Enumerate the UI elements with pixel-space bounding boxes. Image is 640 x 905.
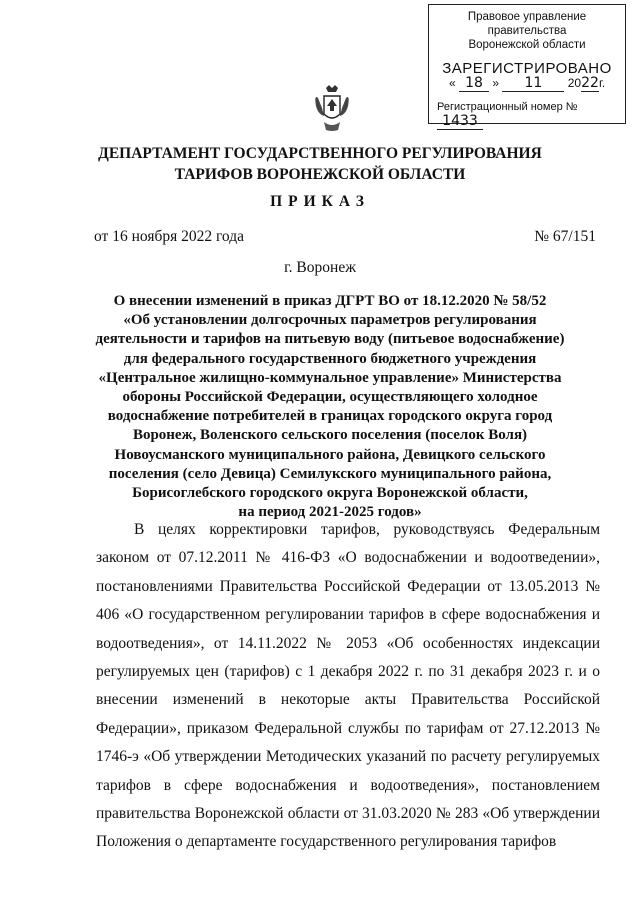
title-line: водоснабжение потребителей в границах городского округа город [107,408,553,425]
stamp-date [449,75,619,92]
order-number: № 67/151 [534,228,596,245]
body-paragraph: В целях корректировки тарифов, руководствуясь Федеральным законом от 07.12.2011 № 416-ФЗ «О водоснабжении и водоотведении», постановлениями Правительства Российской Федерации от 13.05.2013 № 406 «О государственном регулировании тарифов в сфере водоснабжения и водоотведения», от 14.11.2022 № 2053 «Об особенностях индексации регулируемых цен (тарифов) с 1 декабря 2022 г. по 31 декабря 2023 г. и о внесении изменений в некоторые акты Правительства Российской Федерации», приказом Федеральной службы по тарифам от 27.12.2013 № 1746-э «Об утверждении Методических указаний по расчету регулируемых тарифов в сфере водоснабжения и водоотведения», постановлением правительства Воронежской области от 31.03.2020 № 283 «Об утверждении Положения о департаменте государственного регулирования тарифов [96,521,600,851]
coat-of-arms-emblem [312,84,352,134]
title-line: поселения (село Девица) Семилукского муниципального района, [108,465,552,482]
stamp-year-suffix: г. [598,76,606,90]
department-line2: ТАРИФОВ ВОРОНЕЖСКОЙ ОБЛАСТИ [174,166,466,183]
registration-stamp [428,4,626,129]
order-date: от 16 ноября 2022 года [94,228,245,245]
stamp-day: 18 [459,75,489,92]
title-line: Борисоглебского городского округа Воронежской области, [132,485,528,502]
stamp-date-open-quote: « [449,76,456,90]
title-line: «Об установлении долгосрочных параметров регулирования [123,312,537,329]
document-type: ПРИКАЗ [270,193,370,210]
stamp-reg-number [437,101,625,130]
department-name [0,143,640,185]
stamp-reg-label: Регистрационный номер № [437,101,578,113]
stamp-registered-label: ЗАРЕГИСТРИРОВАНО [442,60,612,77]
stamp-month: 11 [502,75,564,92]
stamp-reg-value: 1433 [437,113,483,130]
title-line: деятельности и тарифов на питьевую воду (питьевое водоснабжение) [95,331,565,348]
city: г. Воронеж [284,259,356,276]
stamp-date-close-quote: » [492,76,500,90]
title-line: для федерального государственного бюджетного учреждения [123,350,537,367]
title-line: обороны Российской Федерации, осуществляющего холодное [122,389,538,406]
stamp-year: 22 [581,75,599,91]
stamp-organization [429,10,625,52]
stamp-org-line1: Правовое управление правительства [467,11,587,37]
order-title [95,292,565,522]
title-line: О внесении изменений в приказ ДГРТ ВО от 18.12.2020 № 58/52 [113,293,547,309]
title-line: Новоусманского муниципального района, Девицкого сельского [114,446,546,463]
title-line: на период 2021-2025 годов» [238,504,422,521]
department-line1: ДЕПАРТАМЕНТ ГОСУДАРСТВЕННОГО РЕГУЛИРОВАНИЯ [98,145,542,162]
stamp-org-line2: Воронежской области [468,39,586,51]
stamp-year-prefix: 20 [567,76,582,90]
title-line: «Центральное жилищно-коммунальное управление» Министерства [98,369,562,386]
title-line: Воронеж, Воленского сельского поселения (поселок Воля) [132,427,528,444]
